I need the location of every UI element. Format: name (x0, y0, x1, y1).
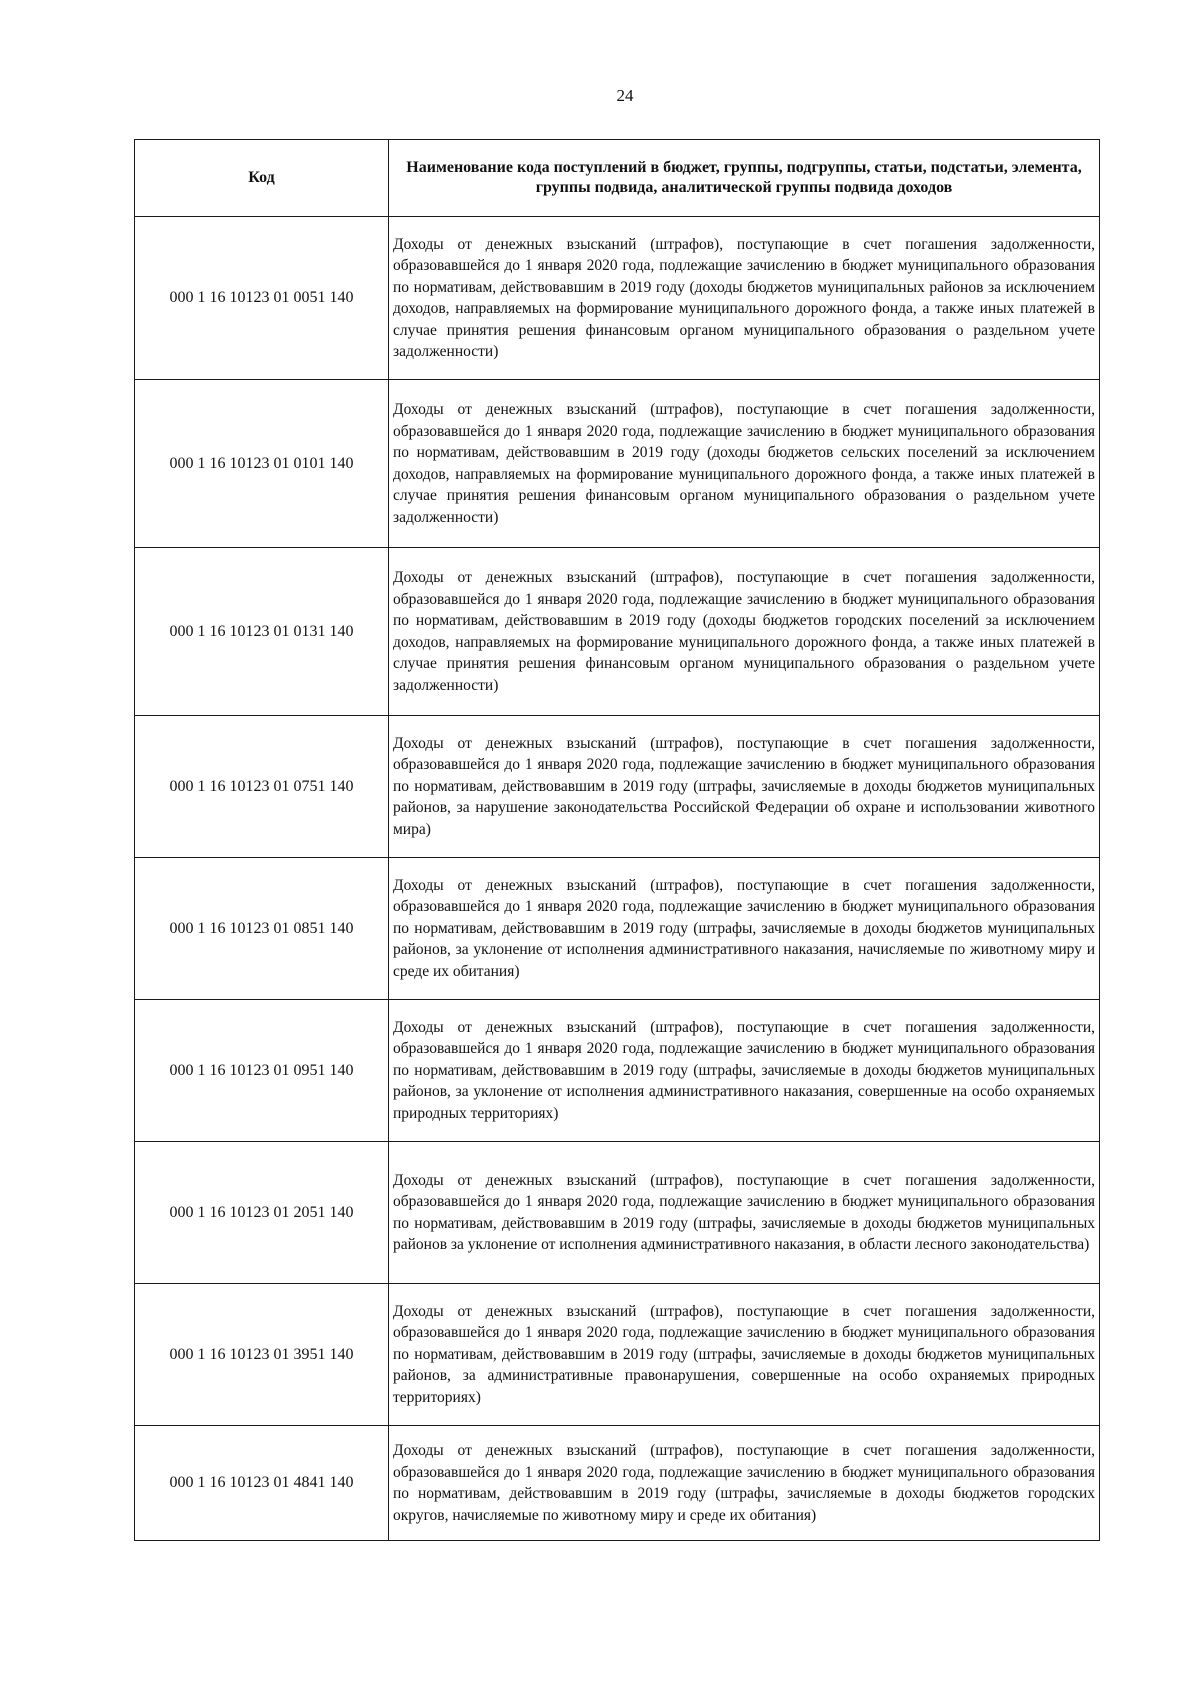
row-code: 000 1 16 10123 01 3951 140 (135, 1284, 389, 1426)
revenue-codes-table (134, 139, 1100, 1541)
row-code: 000 1 16 10123 01 0101 140 (135, 380, 389, 548)
row-name: Доходы от денежных взысканий (штрафов), поступающие в счет погашения задолженности, образовавшейся до 1 января 2020 года, подлежащие зачислению в бюджет муниципального образования по нормативам, действовавшим в 2019 году (доходы бюджетов муниципальных районов за исключением доходов, направляемых на формирование муниципального дорожного фонда, а также иных платежей в случае принятия решения финансовым органом муниципального образования о раздельном учете задолженности) (389, 217, 1100, 380)
table-header-row (135, 140, 1100, 217)
table-row (135, 1284, 1100, 1426)
row-name: Доходы от денежных взысканий (штрафов), поступающие в счет погашения задолженности, образовавшейся до 1 января 2020 года, подлежащие зачислению в бюджет муниципального образования по нормативам, действовавшим в 2019 году (штрафы, зачисляемые в доходы бюджетов муниципальных районов, за уклонение от исполнения административного наказания, совершенные на особо охраняемых природных территориях) (389, 1000, 1100, 1142)
table-row (135, 548, 1100, 716)
row-name: Доходы от денежных взысканий (штрафов), поступающие в счет погашения задолженности, образовавшейся до 1 января 2020 года, подлежащие зачислению в бюджет муниципального образования по нормативам, действовавшим в 2019 году (штрафы, зачисляемые в доходы бюджетов муниципальных районов за уклонение от исполнения административного наказания, в области лесного законодательства) (389, 1142, 1100, 1284)
row-name: Доходы от денежных взысканий (штрафов), поступающие в счет погашения задолженности, образовавшейся до 1 января 2020 года, подлежащие зачислению в бюджет муниципального образования по нормативам, действовавшим в 2019 году (доходы бюджетов городских поселений за исключением доходов, направляемых на формирование муниципального дорожного фонда, а также иных платежей в случае принятия решения финансовым органом муниципального образования о раздельном учете задолженности) (389, 548, 1100, 716)
table-row (135, 1000, 1100, 1142)
row-name: Доходы от денежных взысканий (штрафов), поступающие в счет погашения задолженности, образовавшейся до 1 января 2020 года, подлежащие зачислению в бюджет муниципального образования по нормативам, действовавшим в 2019 году (штрафы, зачисляемые в доходы бюджетов муниципальных районов, за административные правонарушения, совершенные на особо охраняемых природных территориях) (389, 1284, 1100, 1426)
row-code: 000 1 16 10123 01 0951 140 (135, 1000, 389, 1142)
row-code: 000 1 16 10123 01 0751 140 (135, 716, 389, 858)
row-name: Доходы от денежных взысканий (штрафов), поступающие в счет погашения задолженности, образовавшейся до 1 января 2020 года, подлежащие зачислению в бюджет муниципального образования по нормативам, действовавшим в 2019 году (штрафы, зачисляемые в доходы бюджетов муниципальных районов, за нарушение законодательства Российской Федерации об охране и использовании животного мира) (389, 716, 1100, 858)
table-row (135, 1426, 1100, 1541)
row-code: 000 1 16 10123 01 2051 140 (135, 1142, 389, 1284)
header-code: Код (135, 140, 389, 217)
row-code: 000 1 16 10123 01 0851 140 (135, 858, 389, 1000)
row-name: Доходы от денежных взысканий (штрафов), поступающие в счет погашения задолженности, образовавшейся до 1 января 2020 года, подлежащие зачислению в бюджет муниципального образования по нормативам, действовавшим в 2019 году (штрафы, зачисляемые в доходы бюджетов муниципальных районов, за уклонение от исполнения административного наказания, начисляемые по животному миру и среде их обитания) (389, 858, 1100, 1000)
table-row (135, 217, 1100, 380)
row-name: Доходы от денежных взысканий (штрафов), поступающие в счет погашения задолженности, образовавшейся до 1 января 2020 года, подлежащие зачислению в бюджет муниципального образования по нормативам, действовавшим в 2019 году (штрафы, зачисляемые в доходы бюджетов городских округов, начисляемые по животному миру и среде их обитания) (389, 1426, 1100, 1541)
row-name: Доходы от денежных взысканий (штрафов), поступающие в счет погашения задолженности, образовавшейся до 1 января 2020 года, подлежащие зачислению в бюджет муниципального образования по нормативам, действовавшим в 2019 году (доходы бюджетов сельских поселений за исключением доходов, направляемых на формирование муниципального дорожного фонда, а также иных платежей в случае принятия решения финансовым органом муниципального образования о раздельном учете задолженности) (389, 380, 1100, 548)
table-row (135, 858, 1100, 1000)
row-code: 000 1 16 10123 01 0051 140 (135, 217, 389, 380)
page-number: 24 (616, 86, 634, 105)
row-code: 000 1 16 10123 01 4841 140 (135, 1426, 389, 1541)
table-row (135, 716, 1100, 858)
table-row (135, 380, 1100, 548)
row-code: 000 1 16 10123 01 0131 140 (135, 548, 389, 716)
table-row (135, 1142, 1100, 1284)
header-name: Наименование кода поступлений в бюджет, группы, подгруппы, статьи, подстатьи, элемента, группы подвида, аналитической группы подвида доходов (389, 140, 1100, 217)
